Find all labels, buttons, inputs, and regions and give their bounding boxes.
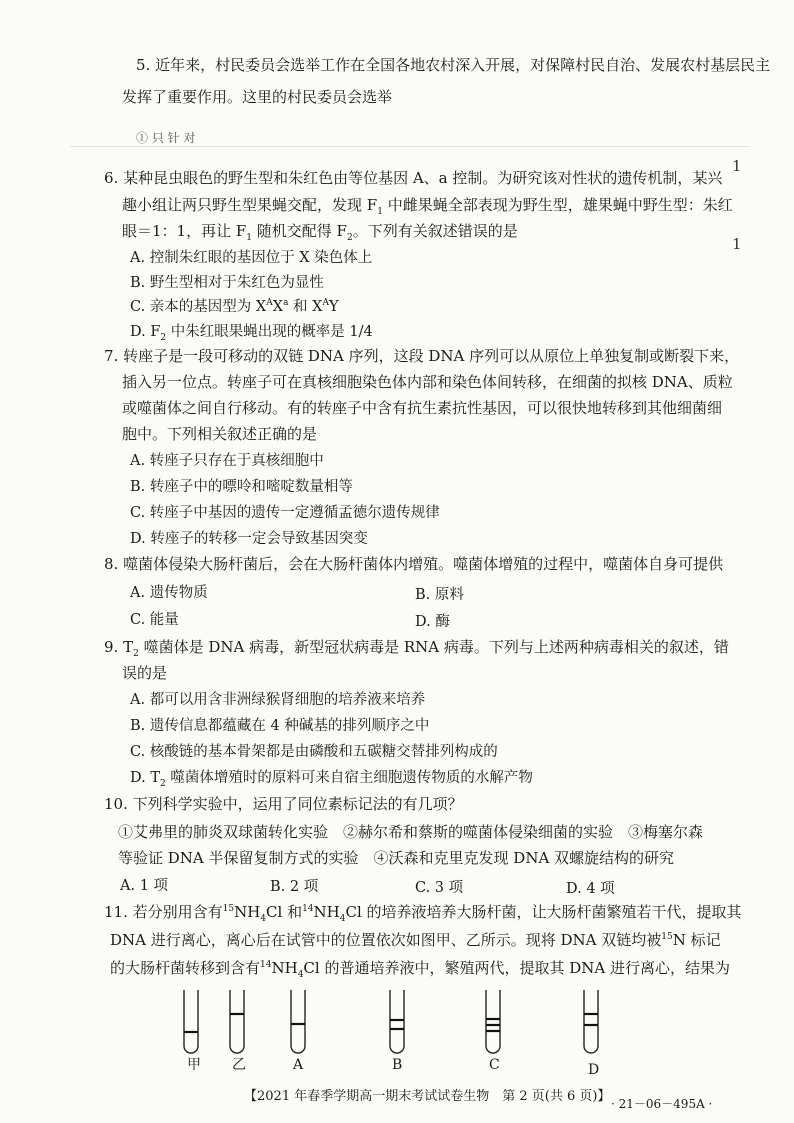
- tube-label-a: A: [293, 1057, 304, 1073]
- q9-option-d: D. $T_2$ 噬菌体增殖时的原料可来自宿主细胞遗传物质的水解产物: [130, 770, 533, 789]
- q11-line1: 11. 若分别用含有$^{15}NH_4Cl$ 和$^{14}NH_4Cl$ 的培养液培养大肠杆菌，让大肠杆菌繁殖若干代，提取其: [104, 903, 742, 924]
- cut-text-fragment: ① 只 针 对: [136, 131, 196, 145]
- tube-yi: [230, 990, 244, 1053]
- q7-option-b: B. 转座子中的嘌呤和嘧啶数量相等: [130, 479, 353, 495]
- tube-label-jia: 甲: [187, 1057, 201, 1073]
- tube-jia: [184, 990, 198, 1053]
- q11-line3: 的大肠杆菌转移到含有$^{14}NH_4Cl$ 的普通培养液中，繁殖两代，提取其 DNA 进行离心，结果为: [110, 959, 730, 980]
- q6-option-c: C. 亲本的基因型为 $X^AX^a$ 和 $X^AY$: [130, 298, 339, 315]
- q10-line2: ①艾弗里的肺炎双球菌转化实验 ②赫尔希和蔡斯的噬菌体侵染细菌的实验 ③梅塞尔森: [118, 823, 704, 841]
- centrifuge-tubes-figure: [150, 982, 630, 1060]
- q7-line2: 插入另一位点。转座子可在真核细胞染色体内部和染色体间转移，在细菌的拟核 DNA、质粒: [122, 373, 733, 391]
- tube-b: [390, 990, 404, 1053]
- q8-option-a: A. 遗传物质: [130, 585, 208, 601]
- q7-line1: 7. 转座子是一段可移动的双链 DNA 序列，这段 DNA 序列可以从原位上单独复制或断裂下来，: [104, 347, 740, 365]
- q7-option-c: C. 转座子中基因的遗传一定遵循孟德尔遗传规律: [130, 505, 440, 521]
- q10-option-a: A. 1 项: [120, 878, 169, 894]
- q6-line1: 6. 某种昆虫眼色的野生型和朱红色由等位基因 A、a 控制。为研究该对性状的遗传机制，某兴: [104, 169, 723, 187]
- q11-line2: DNA 进行离心，离心后在试管中的位置依次如图甲、乙所示。现将 DNA 双链均被$^{15}$N 标记: [110, 931, 721, 949]
- q6-line2: 趣小组让两只野生型果蝇交配，发现 $F_1$ 中雌果蝇全部表现为野生型，雄果蝇中野生型：朱红: [122, 196, 733, 217]
- q10-option-c: C. 3 项: [415, 880, 464, 896]
- tube-label-b: B: [392, 1057, 403, 1073]
- q10-option-d: D. 4 项: [566, 881, 615, 897]
- tube-a: [291, 990, 305, 1053]
- q7-line3: 或噬菌体之间自行移动。有的转座子中含有抗生素抗性基因，可以很快地转移到其他细菌细: [122, 399, 723, 417]
- q9-option-b: B. 遗传信息都蕴藏在 4 种碱基的排列顺序之中: [130, 718, 430, 734]
- q6-option-a: A. 控制朱红眼的基因位于 X 染色体上: [130, 250, 373, 266]
- scan-seam: [70, 146, 750, 147]
- tube-c: [486, 990, 500, 1053]
- tube-label-c: C: [489, 1057, 500, 1073]
- q6-option-d: D. $F_2$ 中朱红眼果蝇出现的概率是 1/4: [130, 324, 373, 343]
- tube-label-d: D: [588, 1062, 600, 1078]
- q8-line1: 8. 噬菌体侵染大肠杆菌后，会在大肠杆菌体内增殖。噬菌体增殖的过程中，噬菌体自身可提供: [104, 555, 724, 573]
- q10-line3: 等验证 DNA 半保留复制方式的实验 ④沃森和克里克发现 DNA 双螺旋结构的研究: [118, 849, 675, 867]
- q7-option-d: D. 转座子的转移一定会导致基因突变: [130, 531, 368, 547]
- margin-mark: 1: [732, 157, 742, 175]
- q6-line3: 眼＝1：1，再让 $F_1$ 随机交配得 $F_2$。下列有关叙述错误的是: [122, 222, 518, 243]
- q9-option-a: A. 都可以用含非洲绿猴肾细胞的培养液来培养: [130, 692, 426, 708]
- q8-option-d: D. 酶: [415, 614, 450, 630]
- q10-option-b: B. 2 项: [270, 879, 319, 895]
- q8-option-c: C. 能量: [130, 612, 179, 628]
- q5-line2: 发挥了重要作用。这里的村民委员会选举: [122, 88, 393, 106]
- q5-line1: 5. 近年来，村民委员会选举工作在全国各地农村深入开展，对保障村民自治、发展农村基层民主: [136, 56, 771, 74]
- q10-line1: 10. 下列科学实验中，运用了同位素标记法的有几项？: [104, 795, 463, 813]
- margin-mark: 1: [732, 235, 742, 253]
- tube-label-yi: 乙: [232, 1057, 246, 1073]
- tube-d: [584, 990, 598, 1053]
- q9-line1: 9. $T_2$ 噬菌体是 DNA 病毒，新型冠状病毒是 RNA 病毒。下列与上述两种病毒相关的叙述，错: [104, 638, 729, 659]
- page-footer: 【2021 年春季学期高一期末考试试卷生物 第 2 页(共 6 页)】: [244, 1089, 611, 1104]
- q7-option-a: A. 转座子只存在于真核细胞中: [130, 453, 324, 469]
- q7-line4: 胞中。下列相关叙述正确的是: [122, 425, 318, 443]
- q9-option-c: C. 核酸链的基本骨架都是由磷酸和五碳糖交替排列构成的: [130, 744, 498, 760]
- q8-option-b: B. 原料: [415, 587, 464, 603]
- q6-option-b: B. 野生型相对于朱红色为显性: [130, 275, 324, 291]
- q9-line2: 误的是: [122, 664, 168, 682]
- exam-code: · 21－06－495A ·: [611, 1097, 713, 1111]
